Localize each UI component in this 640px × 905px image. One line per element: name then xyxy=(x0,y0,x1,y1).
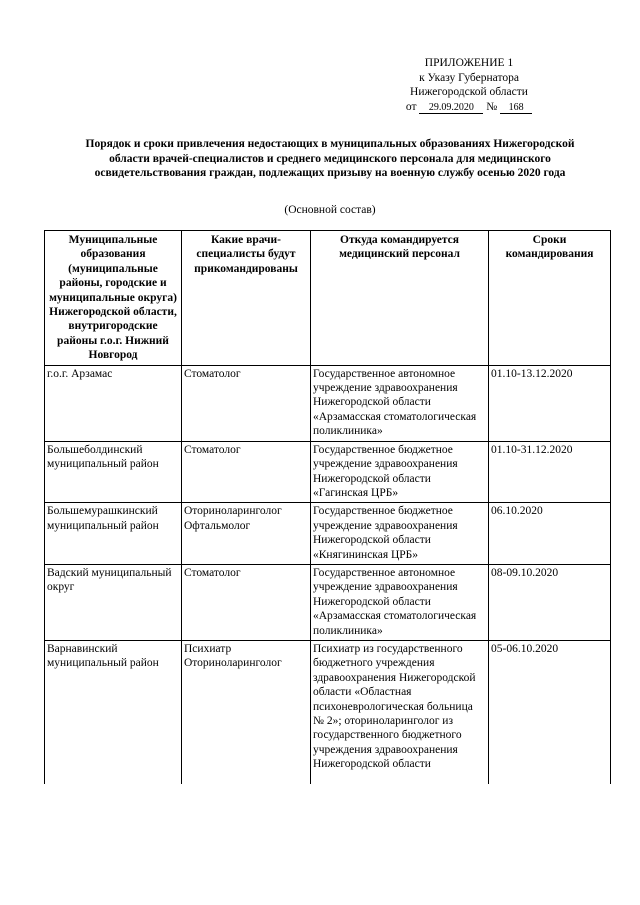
cell-period: 01.10-31.12.2020 xyxy=(489,441,611,503)
cell-specialists: Оториноларинголог Офтальмолог xyxy=(182,503,311,565)
cell-municipality: Варнавинский муниципальный район xyxy=(45,640,182,784)
cell-source: Государственное бюджетное учреждение здравоохранения Нижегородской области «Гагинская ЦРБ» xyxy=(311,441,489,503)
cell-municipality: Вадский муниципальный округ xyxy=(45,564,182,640)
decree-number: 168 xyxy=(500,102,532,114)
table-row xyxy=(45,441,611,503)
appendix-line-2: к Указу Губернатора xyxy=(419,71,519,84)
cell-municipality: Большеболдинский муниципальный район xyxy=(45,441,182,503)
appendix-header xyxy=(384,56,554,114)
header-municipality: Муниципальные образования (муниципальные районы, городские и муниципальные округа) Нижегородской области, внутригородские районы г.о.г. Нижний Новгород xyxy=(45,231,182,366)
table-row xyxy=(45,640,611,784)
document-title: Порядок и сроки привлечения недостающих в муниципальных образованиях Нижегородской области врачей-специалистов и среднего медицинского персонала для медицинского освидетельствования граждан, подлежащих призыву на военную службу осенью 2020 года xyxy=(85,138,575,180)
table-row xyxy=(45,365,611,441)
decree-date: 29.09.2020 xyxy=(419,102,483,114)
cell-source: Психиатр из государственного бюджетного учреждения здравоохранения Нижегородской области «Областная психоневрологическая больница № 2»; оториноларинголог из государственного бюджетного учреждения здравоохранения Нижегородской области xyxy=(311,640,489,784)
cell-source: Государственное автономное учреждение здравоохранения Нижегородской области «Арзамасская стоматологическая поликлиника» xyxy=(311,365,489,441)
cell-specialists: Психиатр Оториноларинголог xyxy=(182,640,311,784)
cell-specialists: Стоматолог xyxy=(182,365,311,441)
table-header-row xyxy=(45,231,611,366)
cell-specialists: Стоматолог xyxy=(182,441,311,503)
header-specialists: Какие врачи-специалисты будут прикомандированы xyxy=(182,231,311,366)
cell-municipality: Большемурашкинский муниципальный район xyxy=(45,503,182,565)
table-row xyxy=(45,503,611,565)
appendix-date-line xyxy=(384,100,554,115)
assignment-table xyxy=(44,230,611,784)
cell-period: 08-09.10.2020 xyxy=(489,564,611,640)
date-prefix: от xyxy=(405,100,417,113)
appendix-line-1: ПРИЛОЖЕНИЕ 1 xyxy=(424,57,514,69)
number-sign: № xyxy=(486,100,498,113)
cell-municipality: г.о.г. Арзамас xyxy=(45,365,182,441)
header-source: Откуда командируется медицинский персонал xyxy=(311,231,489,366)
cell-period: 06.10.2020 xyxy=(489,503,611,565)
document-subtitle: (Основной состав) xyxy=(284,204,376,216)
cell-period: 05-06.10.2020 xyxy=(489,640,611,784)
table-row xyxy=(45,564,611,640)
cell-source: Государственное бюджетное учреждение здравоохранения Нижегородской области «Княгининская ЦРБ» xyxy=(311,503,489,565)
appendix-line-3: Нижегородской области xyxy=(410,86,528,98)
cell-source: Государственное автономное учреждение здравоохранения Нижегородской области «Арзамасская стоматологическая поликлиника» xyxy=(311,564,489,640)
cell-period: 01.10-13.12.2020 xyxy=(489,365,611,441)
header-period: Сроки командирования xyxy=(489,231,611,366)
cell-specialists: Стоматолог xyxy=(182,564,311,640)
